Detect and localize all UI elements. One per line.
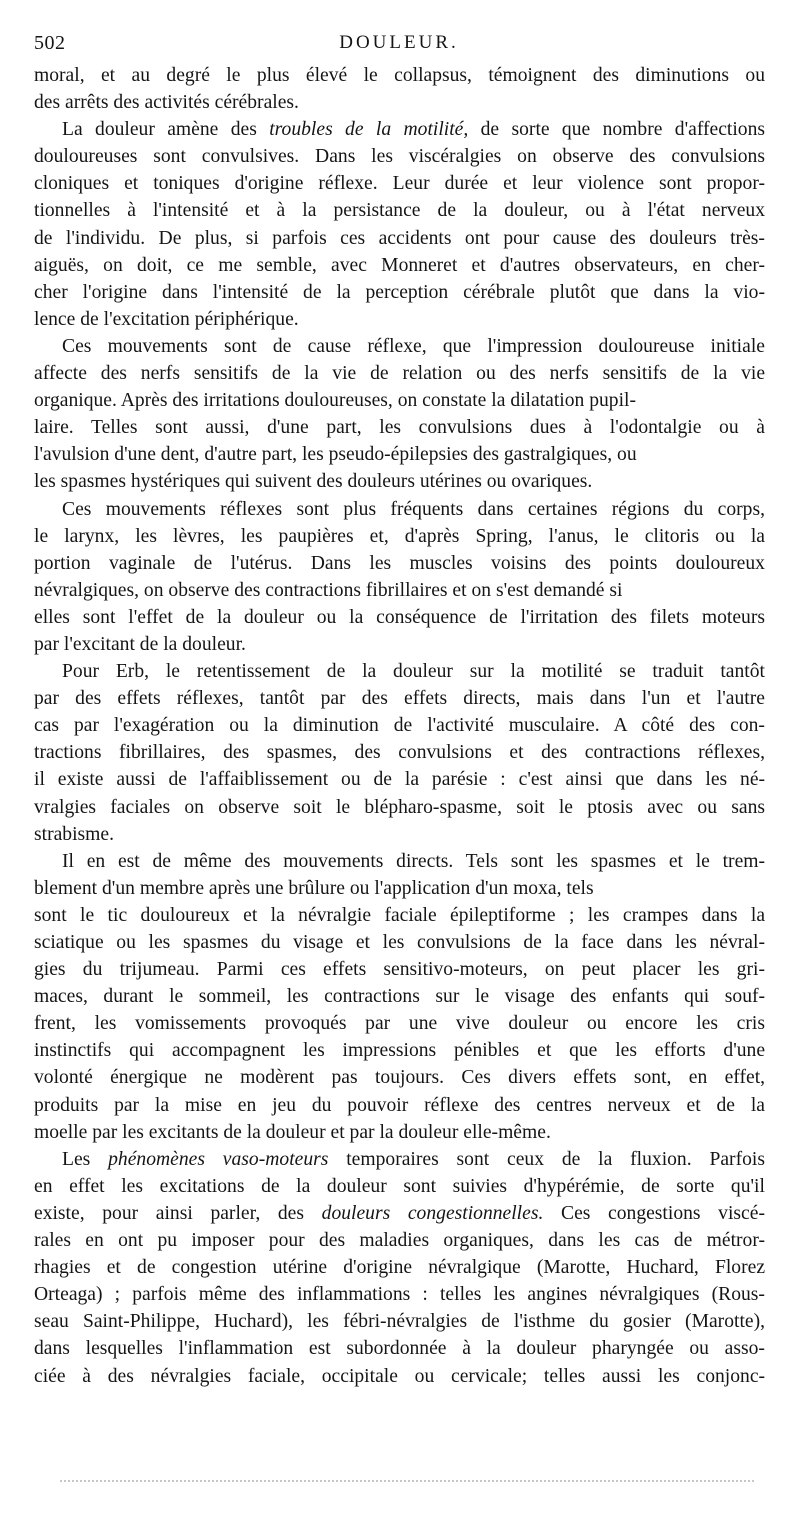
text-line: sont le tic douloureux et la névralgie faciale épileptiforme ; les crampes dans la — [34, 904, 765, 926]
text-line: par des effets réflexes, tantôt par des effets directs, mais dans l'un et l'autre — [34, 688, 765, 710]
text-line: organique. Après des irritations douloureuses, on constate la dilatation pupil- — [34, 390, 637, 412]
bottom-scan-artifact — [60, 1480, 754, 1482]
text-line: blement d'un membre après une brûlure ou l'application d'un moxa, tels — [34, 877, 594, 899]
text-fragment: La douleur amène des — [62, 119, 270, 141]
text-line: de l'individu. De plus, si parfois ces accidents ont pour cause des douleurs très- — [34, 227, 765, 249]
text-line: dans lesquelles l'inflammation est subordonnée à la douleur pharyngée ou asso- — [34, 1338, 765, 1360]
text-line: maces, durant le sommeil, les contractions sur le visage des enfants qui souf- — [34, 986, 765, 1008]
text-line: le larynx, les lèvres, les paupières et, d'après Spring, l'anus, le clitoris ou la — [34, 525, 765, 547]
text-line: tionnelles à l'intensité et à la persistance de la douleur, ou à l'état nerveux — [34, 200, 765, 222]
text-line: rales en ont pu imposer pour des maladies organiques, dans les cas de métror- — [34, 1230, 765, 1252]
text-line: rhagies et de congestion utérine d'origine névralgique (Marotte, Huchard, Florez — [34, 1257, 765, 1279]
text-line: en effet les excitations de la douleur sont suivies d'hypérémie, de sorte qu'il — [34, 1175, 765, 1197]
text-line — [34, 116, 765, 143]
text-fragment: Ces congestions viscé- — [543, 1202, 765, 1224]
text-line: par l'excitant de la douleur. — [34, 633, 246, 655]
text-line: il existe aussi de l'affaiblissement ou de la parésie : c'est ainsi que dans les né- — [34, 769, 765, 791]
text-line: frent, les vomissements provoqués par une vive douleur ou encore les cris — [34, 1013, 765, 1035]
text-line: moelle par les excitants de la douleur et par la douleur elle-même. — [34, 1121, 551, 1143]
text-line: aiguës, on doit, ce me semble, avec Monneret et d'autres observateurs, en cher- — [34, 254, 765, 276]
text-fragment: de sorte que nombre d'affections — [468, 119, 765, 141]
text-line: vralgies faciales on observe soit le blépharo-spasme, soit le ptosis avec ou sans — [34, 796, 765, 818]
text-line: moral, et au degré le plus élevé le collapsus, témoignent des diminutions ou — [34, 65, 765, 86]
text-line — [34, 1146, 765, 1173]
text-line: portion vaginale de l'utérus. Dans les muscles voisins des points douloureux — [34, 552, 765, 574]
text-fragment: existe, pour ainsi parler, des — [34, 1202, 322, 1224]
text-line: instinctifs qui accompagnent les impressions pénibles et que les efforts d'une — [34, 1040, 765, 1062]
text-line: gies du trijumeau. Parmi ces effets sensitivo-moteurs, on peut placer les gri- — [34, 959, 765, 981]
text-line: produits par la mise en jeu du pouvoir réflexe des centres nerveux et de la — [34, 1094, 765, 1116]
text-line: Ces mouvements sont de cause réflexe, que l'impression douloureuse initiale — [62, 335, 765, 357]
text-line: névralgiques, on observe des contractions fibrillaires et on s'est demandé si — [34, 579, 623, 601]
text-line — [34, 1200, 765, 1227]
text-line: douloureuses sont convulsives. Dans les viscéralgies on observe des convulsions — [34, 146, 765, 168]
body-text — [34, 62, 765, 1390]
text-line: affecte des nerfs sensitifs de la vie de relation ou des nerfs sensitifs de la vie — [34, 363, 765, 385]
italic-fragment: phénomènes vaso-moteurs — [108, 1148, 329, 1170]
text-line: cloniques et toniques d'origine réflexe. Leur durée et leur violence sont propor- — [34, 173, 765, 195]
text-line: seau Saint-Philippe, Huchard), les fébri-névralgies de l'isthme du gosier (Marotte), — [34, 1311, 765, 1333]
text-fragment: temporaires sont ceux de la fluxion. Parfois — [328, 1148, 765, 1170]
text-line: des arrêts des activités cérébrales. — [34, 92, 299, 114]
text-fragment: Les — [62, 1148, 109, 1170]
text-line: tractions fibrillaires, des spasmes, des convulsions et des contractions réflexes, — [34, 742, 765, 764]
text-line: lence de l'excitation périphérique. — [34, 308, 299, 330]
running-head — [34, 31, 764, 55]
italic-fragment: troubles de la motilité, — [269, 119, 469, 141]
text-line: Orteaga) ; parfois même des inflammations : telles les angines névralgiques (Rous- — [34, 1284, 765, 1306]
text-line: l'avulsion d'une dent, d'autre part, les pseudo-épilepsies des gastralgiques, ou — [34, 444, 637, 466]
running-title: DOULEUR. — [339, 32, 459, 53]
italic-fragment: douleurs congestionnelles. — [321, 1202, 544, 1224]
text-line: strabisme. — [34, 823, 114, 845]
text-line: les spasmes hystériques qui suivent des douleurs utérines ou ovariques. — [34, 471, 593, 493]
text-line: sciatique ou les spasmes du visage et les convulsions de la face dans les névral- — [34, 932, 765, 953]
text-line: cas par l'exagération ou la diminution de l'activité musculaire. A côté des con- — [34, 715, 765, 737]
text-line: Pour Erb, le retentissement de la douleur sur la motilité se traduit tantôt — [62, 661, 765, 683]
text-line: elles sont l'effet de la douleur ou la conséquence de l'irritation des filets moteurs — [34, 606, 765, 628]
text-line: cher l'origine dans l'intensité de la perception cérébrale plutôt que dans la vio- — [34, 281, 765, 303]
text-line: Il en est de même des mouvements directs. Tels sont les spasmes et le trem- — [62, 850, 765, 872]
text-line: Ces mouvements réflexes sont plus fréquents dans certaines régions du corps, — [62, 498, 765, 520]
text-line: volonté énergique ne modèrent pas toujours. Ces divers effets sont, en effet, — [34, 1067, 765, 1089]
text-line: ciée à des névralgies faciale, occipitale ou cervicale; telles aussi les conjonc- — [34, 1365, 765, 1387]
text-line: laire. Telles sont aussi, d'une part, les convulsions dues à l'odontalgie ou à — [34, 417, 765, 439]
page-number: 502 — [34, 32, 66, 54]
